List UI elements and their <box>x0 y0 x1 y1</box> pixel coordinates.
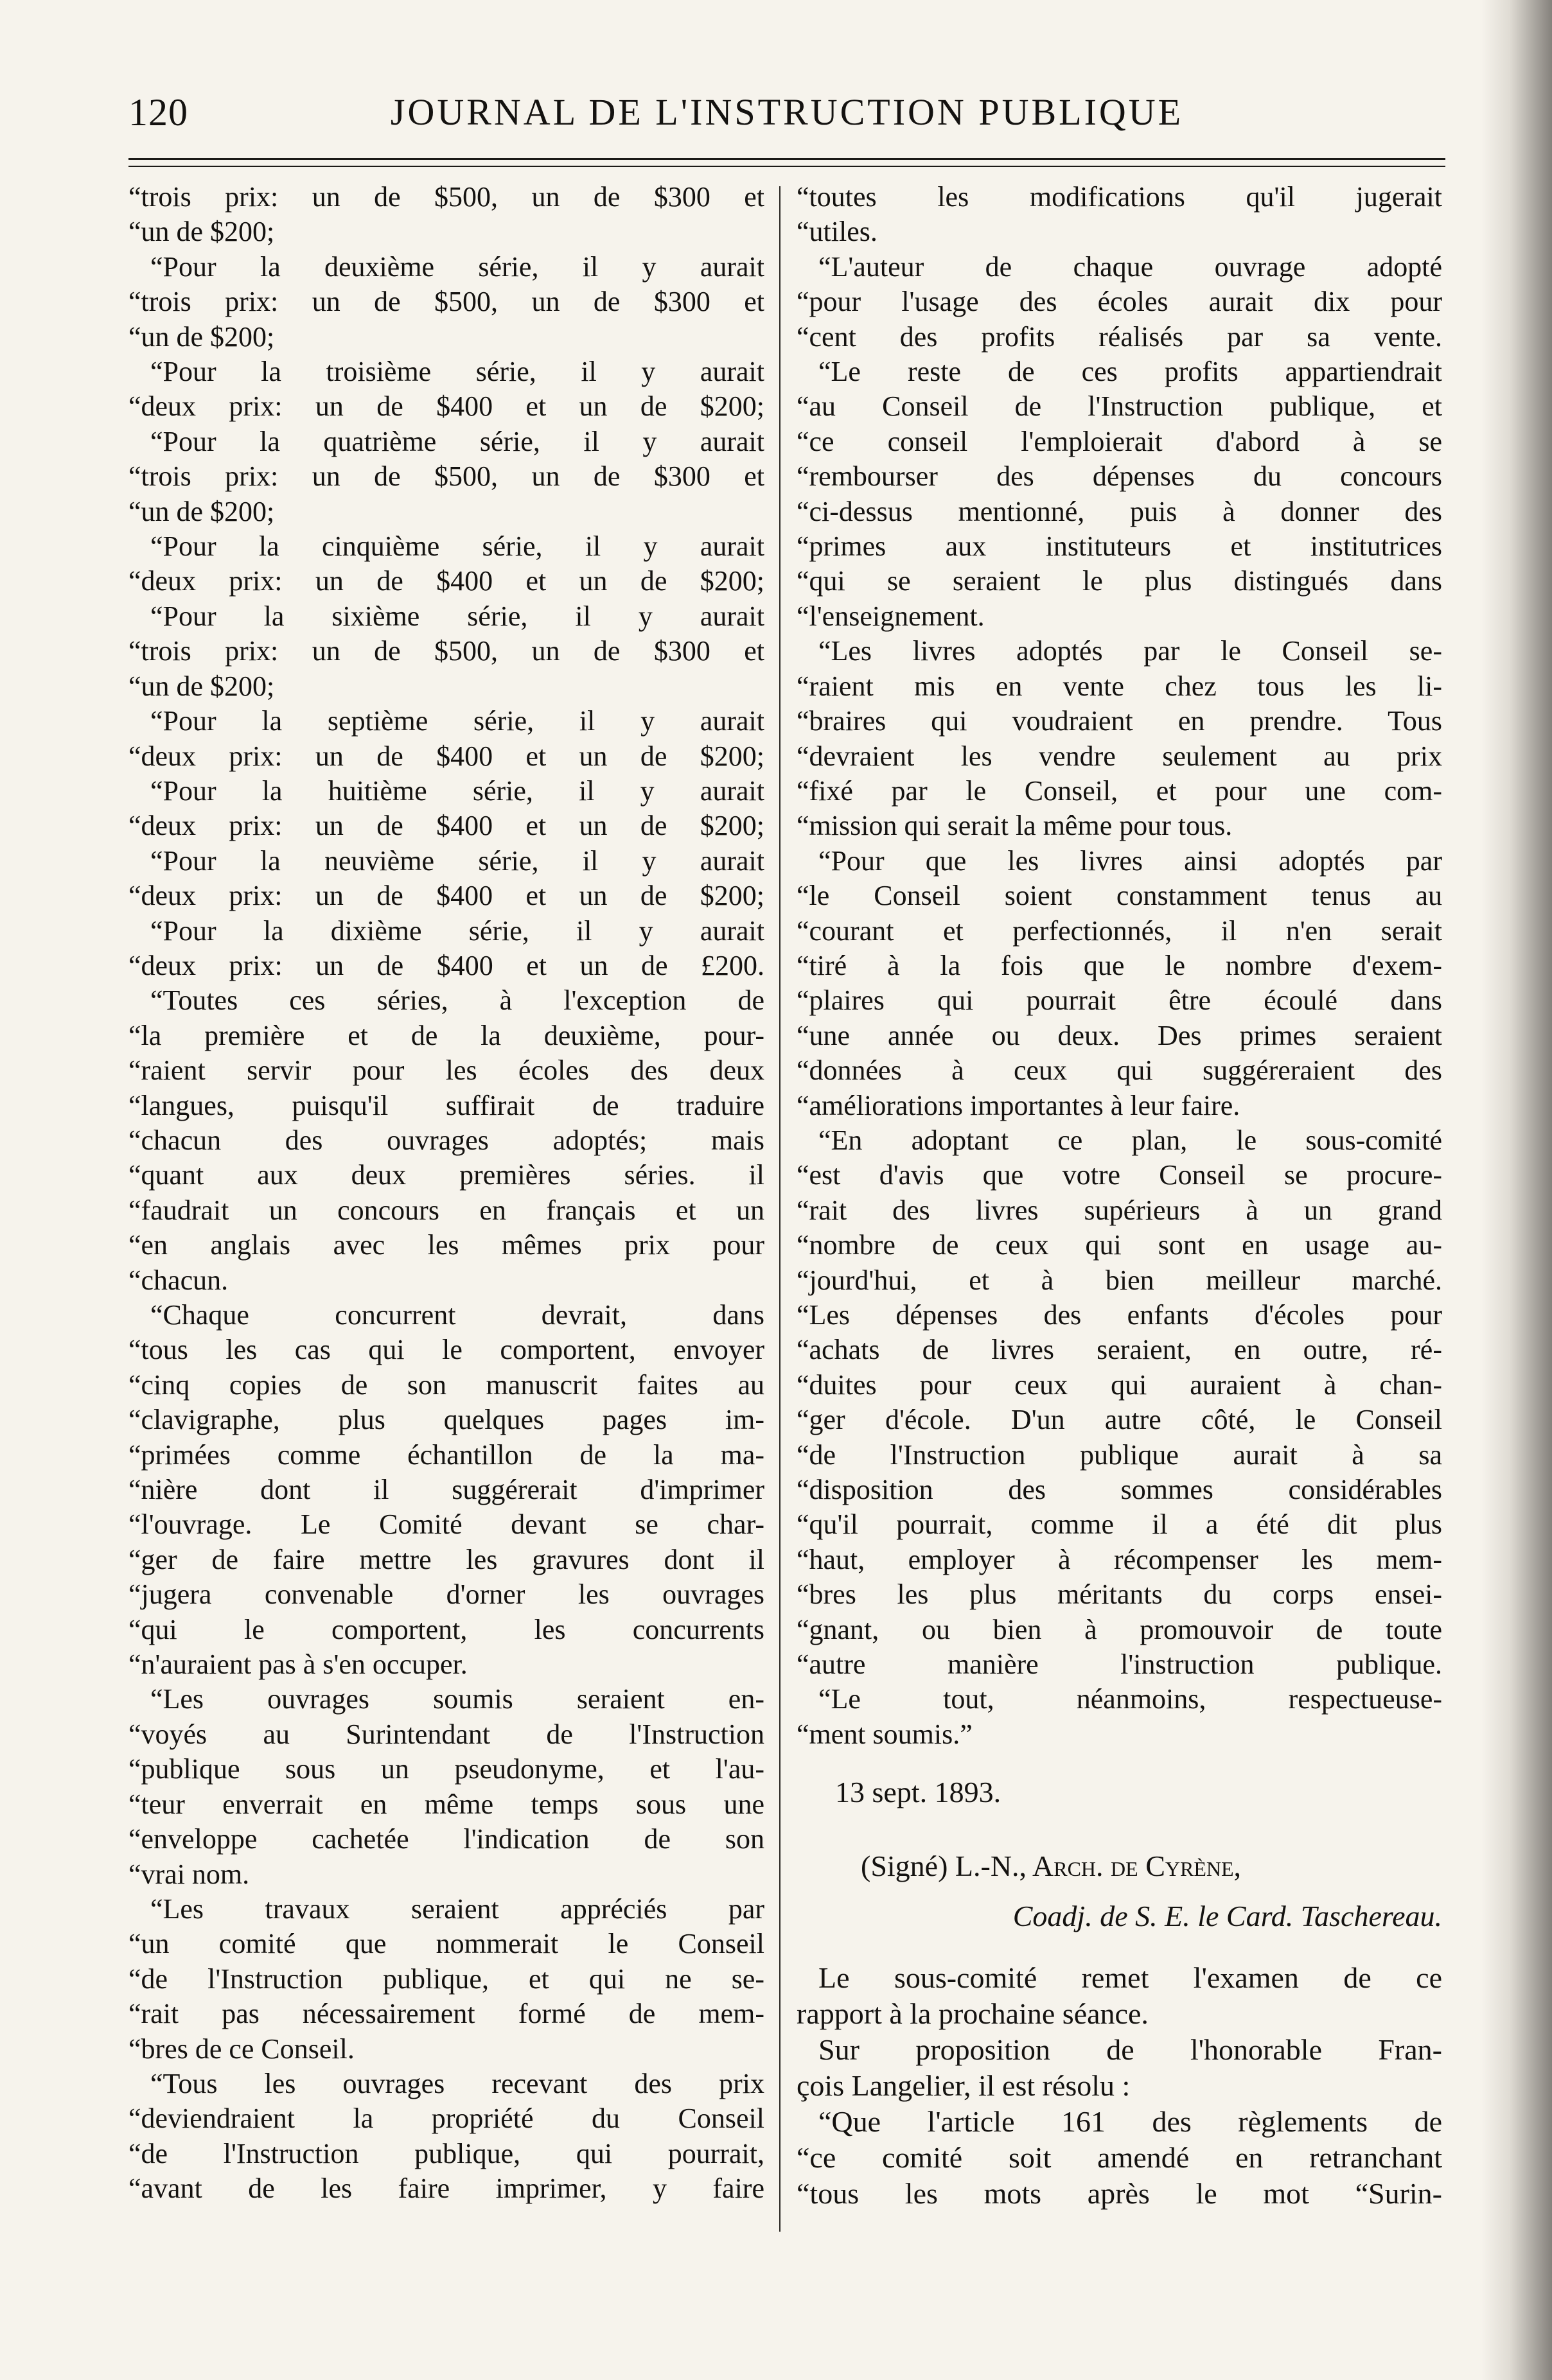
left-column-line: “avant de les faire imprimer, y faire <box>128 2173 764 2205</box>
right-column-line: “ci-dessus mentionné, puis à donner des <box>797 495 1442 527</box>
page-number: 120 <box>128 91 188 134</box>
closing-line: “ce comité soit amendé en retranchant <box>797 2140 1442 2174</box>
right-column-line: “nombre de ceux qui sont en usage au- <box>797 1229 1442 1261</box>
right-column-line: “le Conseil soient constamment tenus au <box>797 880 1442 912</box>
left-column-line: “trois prix: un de $500, un de $300 et <box>128 181 764 213</box>
signature-title: Coadj. de S. E. le Card. Taschereau. <box>1012 1900 1442 1933</box>
signature-name: L.-N., Arch. de Cyrène, <box>955 1849 1242 1882</box>
running-title: JOURNAL DE L'INSTRUCTION PUBLIQUE <box>390 91 1184 133</box>
right-column-line: “rait des livres supérieurs à un grand <box>797 1194 1442 1226</box>
right-column-line: “fixé par le Conseil, et pour une com- <box>797 774 1442 807</box>
right-column-line: “Le reste de ces profits appartiendrait <box>818 356 1442 388</box>
right-column-line: “tiré à la fois que le nombre d'exem- <box>797 949 1442 981</box>
signature-prefix: (Signé) <box>861 1849 948 1882</box>
left-column-line: “tous les cas qui le comportent, envoyer <box>128 1334 764 1366</box>
left-column-line: “Pour la sixième série, il y aurait <box>150 600 764 632</box>
right-column-line: “mission qui serait la même pour tous. <box>797 810 1233 842</box>
left-column-line: “de l'Instruction publique, et qui ne se- <box>128 1963 764 1995</box>
right-column-line: “pour l'usage des écoles aurait dix pour <box>797 286 1442 318</box>
signature-line <box>797 1849 1442 1884</box>
left-column-line: “Pour la neuvième série, il y aurait <box>150 844 764 877</box>
right-column-line: “courant et perfectionnés, il n'en serait <box>797 914 1442 947</box>
left-column-line: “Les ouvrages soumis seraient en- <box>150 1683 764 1715</box>
left-column-line: “un de $200; <box>128 670 275 702</box>
right-column-line: “primes aux instituteurs et institutrices <box>797 530 1442 563</box>
left-column-line: “nière dont il suggérerait d'imprimer <box>128 1474 764 1506</box>
right-column-line: “qu'il pourrait, comme il a été dit plus <box>797 1509 1442 1541</box>
right-column-line: “duites pour ceux qui auraient à chan- <box>797 1369 1442 1401</box>
right-column <box>797 180 1442 2212</box>
date-line: 13 sept. 1893. <box>835 1776 1001 1809</box>
right-column-line: “toutes les modifications qu'il jugerait <box>797 181 1442 213</box>
left-column-line: “trois prix: un de $500, un de $300 et <box>128 286 764 318</box>
right-column-line: “l'enseignement. <box>797 600 985 632</box>
left-column-line: “un comité que nommerait le Conseil <box>128 1928 764 1960</box>
left-column-line: “Chaque concurrent devrait, dans <box>150 1299 764 1331</box>
left-column-line: “Toutes ces séries, à l'exception de <box>150 984 764 1017</box>
left-column-line: “ger de faire mettre les gravures dont il <box>128 1543 764 1575</box>
right-column-line: “au Conseil de l'Instruction publique, et <box>797 390 1442 423</box>
left-column-line: “publique sous un pseudonyme, et l'au- <box>128 1753 764 1785</box>
left-column-line: “Pour la deuxième série, il y aurait <box>150 250 764 283</box>
right-column-line: “gnant, ou bien à promouvoir de toute <box>797 1613 1442 1645</box>
page-edge-shadow <box>1481 0 1552 2380</box>
right-column-line: “Les livres adoptés par le Conseil se- <box>818 635 1442 667</box>
left-column-line: “de l'Instruction publique, qui pourrait, <box>128 2137 764 2169</box>
left-column-line: “deux prix: un de $400 et un de $200; <box>128 810 764 842</box>
left-column-line: “jugera convenable d'orner les ouvrages <box>128 1579 764 1611</box>
page-header <box>128 77 1445 148</box>
closing-line: “tous les mots après le mot “Surin- <box>797 2176 1442 2210</box>
left-column-line: “un de $200; <box>128 320 275 353</box>
right-column-line: “données à ceux qui suggéreraient des <box>797 1054 1442 1087</box>
left-column-line: “Pour la septième série, il y aurait <box>150 705 764 737</box>
left-column-line: “cinq copies de son manuscrit faites au <box>128 1369 764 1401</box>
right-column-line: “plaires qui pourrait être écoulé dans <box>797 984 1442 1017</box>
right-column-line: “améliorations importantes à leur faire. <box>797 1089 1240 1121</box>
right-column-line: “autre manière l'instruction publique. <box>797 1649 1442 1681</box>
left-column-line: “Pour la troisième série, il y aurait <box>150 356 764 388</box>
closing-line: “Que l'article 161 des règlements de <box>818 2104 1442 2138</box>
right-column-line: “utiles. <box>797 216 877 248</box>
left-column-line: “deux prix: un de $400 et un de $200; <box>128 740 764 772</box>
left-column-line: “Pour la cinquième série, il y aurait <box>150 530 764 563</box>
left-column <box>128 180 764 2207</box>
left-column-line: “Les travaux seraient appréciés par <box>150 1893 764 1925</box>
right-column-line: “achats de livres seraient, en outre, ré- <box>797 1334 1442 1366</box>
right-column-line: “devraient les vendre seulement au prix <box>797 740 1442 772</box>
left-column-line: “l'ouvrage. Le Comité devant se char- <box>128 1509 764 1541</box>
left-column-line: “deux prix: un de $400 et un de $200; <box>128 390 764 423</box>
left-column-line: “raient servir pour les écoles des deux <box>128 1054 764 1087</box>
right-column-line: “de l'Instruction publique aurait à sa <box>797 1439 1442 1471</box>
left-column-line: “primées comme échantillon de la ma- <box>128 1439 764 1471</box>
closing-paragraphs <box>797 1960 1442 2212</box>
right-column-line: “disposition des sommes considérables <box>797 1474 1442 1506</box>
left-column-line: “la première et de la deuxième, pour- <box>128 1019 764 1051</box>
left-column-line: “trois prix: un de $500, un de $300 et <box>128 635 764 667</box>
right-column-line: “Le tout, néanmoins, respectueuse- <box>818 1683 1442 1715</box>
right-column-line: “bres les plus méritants du corps ensei- <box>797 1579 1442 1611</box>
left-column-line: “teur enverrait en même temps sous une <box>128 1788 764 1820</box>
right-column-line: “une année ou deux. Des primes seraient <box>797 1019 1442 1051</box>
closing-line: çois Langelier, il est résolu : <box>797 2069 1131 2102</box>
right-column-line: “Les dépenses des enfants d'écoles pour <box>797 1299 1442 1331</box>
left-column-line: “Pour la huitième série, il y aurait <box>150 774 764 807</box>
left-column-line: “quant aux deux premières séries. il <box>128 1159 764 1191</box>
left-column-line: “en anglais avec les mêmes prix pour <box>128 1229 764 1261</box>
right-column-line: “rembourser des dépenses du concours <box>797 460 1442 493</box>
left-column-line: “deux prix: un de $400 et un de $200; <box>128 565 764 597</box>
closing-line: rapport à la prochaine séance. <box>797 1997 1149 2030</box>
right-column-line: “L'auteur de chaque ouvrage adopté <box>818 250 1442 283</box>
left-column-line: “chacun. <box>128 1264 229 1296</box>
left-column-line: “enveloppe cachetée l'indication de son <box>128 1823 764 1855</box>
right-column-line: “braires qui voudraient en prendre. Tous <box>797 705 1442 737</box>
right-column-line: “ment soumis.” <box>797 1718 973 1750</box>
right-column-body <box>797 180 1442 1752</box>
left-column-line: “langues, puisqu'il suffirait de traduire <box>128 1089 764 1121</box>
left-column-line: “Pour la dixième série, il y aurait <box>150 914 764 947</box>
left-column-line: “voyés au Surintendant de l'Instruction <box>128 1718 764 1750</box>
left-column-line: “deux prix: un de $400 et un de $200; <box>128 880 764 912</box>
left-column-line: “qui le comportent, les concurrents <box>128 1613 764 1645</box>
header-rule-thin <box>128 166 1445 167</box>
left-column-line: “faudrait un concours en français et un <box>128 1194 764 1226</box>
closing-line: Sur proposition de l'honorable Fran- <box>818 2033 1442 2066</box>
right-column-line: “cent des profits réalisés par sa vente. <box>797 320 1442 353</box>
left-column-line: “bres de ce Conseil. <box>128 2033 355 2065</box>
left-column-line: “trois prix: un de $500, un de $300 et <box>128 460 764 493</box>
left-column-line: “Pour la quatrième série, il y aurait <box>150 425 764 457</box>
right-column-line: “haut, employer à récompenser les mem- <box>797 1543 1442 1575</box>
left-column-line: “clavigraphe, plus quelques pages im- <box>128 1404 764 1436</box>
left-column-line: “rait pas nécessairement formé de mem- <box>128 1998 764 2030</box>
right-column-line: “En adoptant ce plan, le sous-comité <box>818 1124 1442 1156</box>
right-column-line: “jourd'hui, et à bien meilleur marché. <box>797 1264 1442 1296</box>
right-column-line: “Pour que les livres ainsi adoptés par <box>818 844 1442 877</box>
closing-line: Le sous-comité remet l'examen de ce <box>818 1961 1442 1994</box>
left-column-line: “un de $200; <box>128 495 275 527</box>
right-column-line: “est d'avis que votre Conseil se procure- <box>797 1159 1442 1191</box>
right-column-line: “qui se seraient le plus distingués dans <box>797 565 1442 597</box>
right-column-line: “raient mis en vente chez tous les li- <box>797 670 1442 702</box>
left-column-line: “Tous les ouvrages recevant des prix <box>150 2067 764 2099</box>
right-column-line: “ce conseil l'emploierait d'abord à se <box>797 425 1442 457</box>
left-column-line: “deux prix: un de $400 et un de £200. <box>128 949 764 981</box>
right-column-line: “ger d'école. D'un autre côté, le Conseil <box>797 1404 1442 1436</box>
left-column-line: “un de $200; <box>128 216 275 248</box>
left-column-line: “vrai nom. <box>128 1858 250 1890</box>
left-column-line: “deviendraient la propriété du Conseil <box>128 2103 764 2135</box>
left-column-line: “n'auraient pas à s'en occuper. <box>128 1649 468 1681</box>
column-divider <box>779 186 780 2232</box>
header-rule-thick <box>128 158 1445 160</box>
left-column-line: “chacun des ouvrages adoptés; mais <box>128 1124 764 1156</box>
